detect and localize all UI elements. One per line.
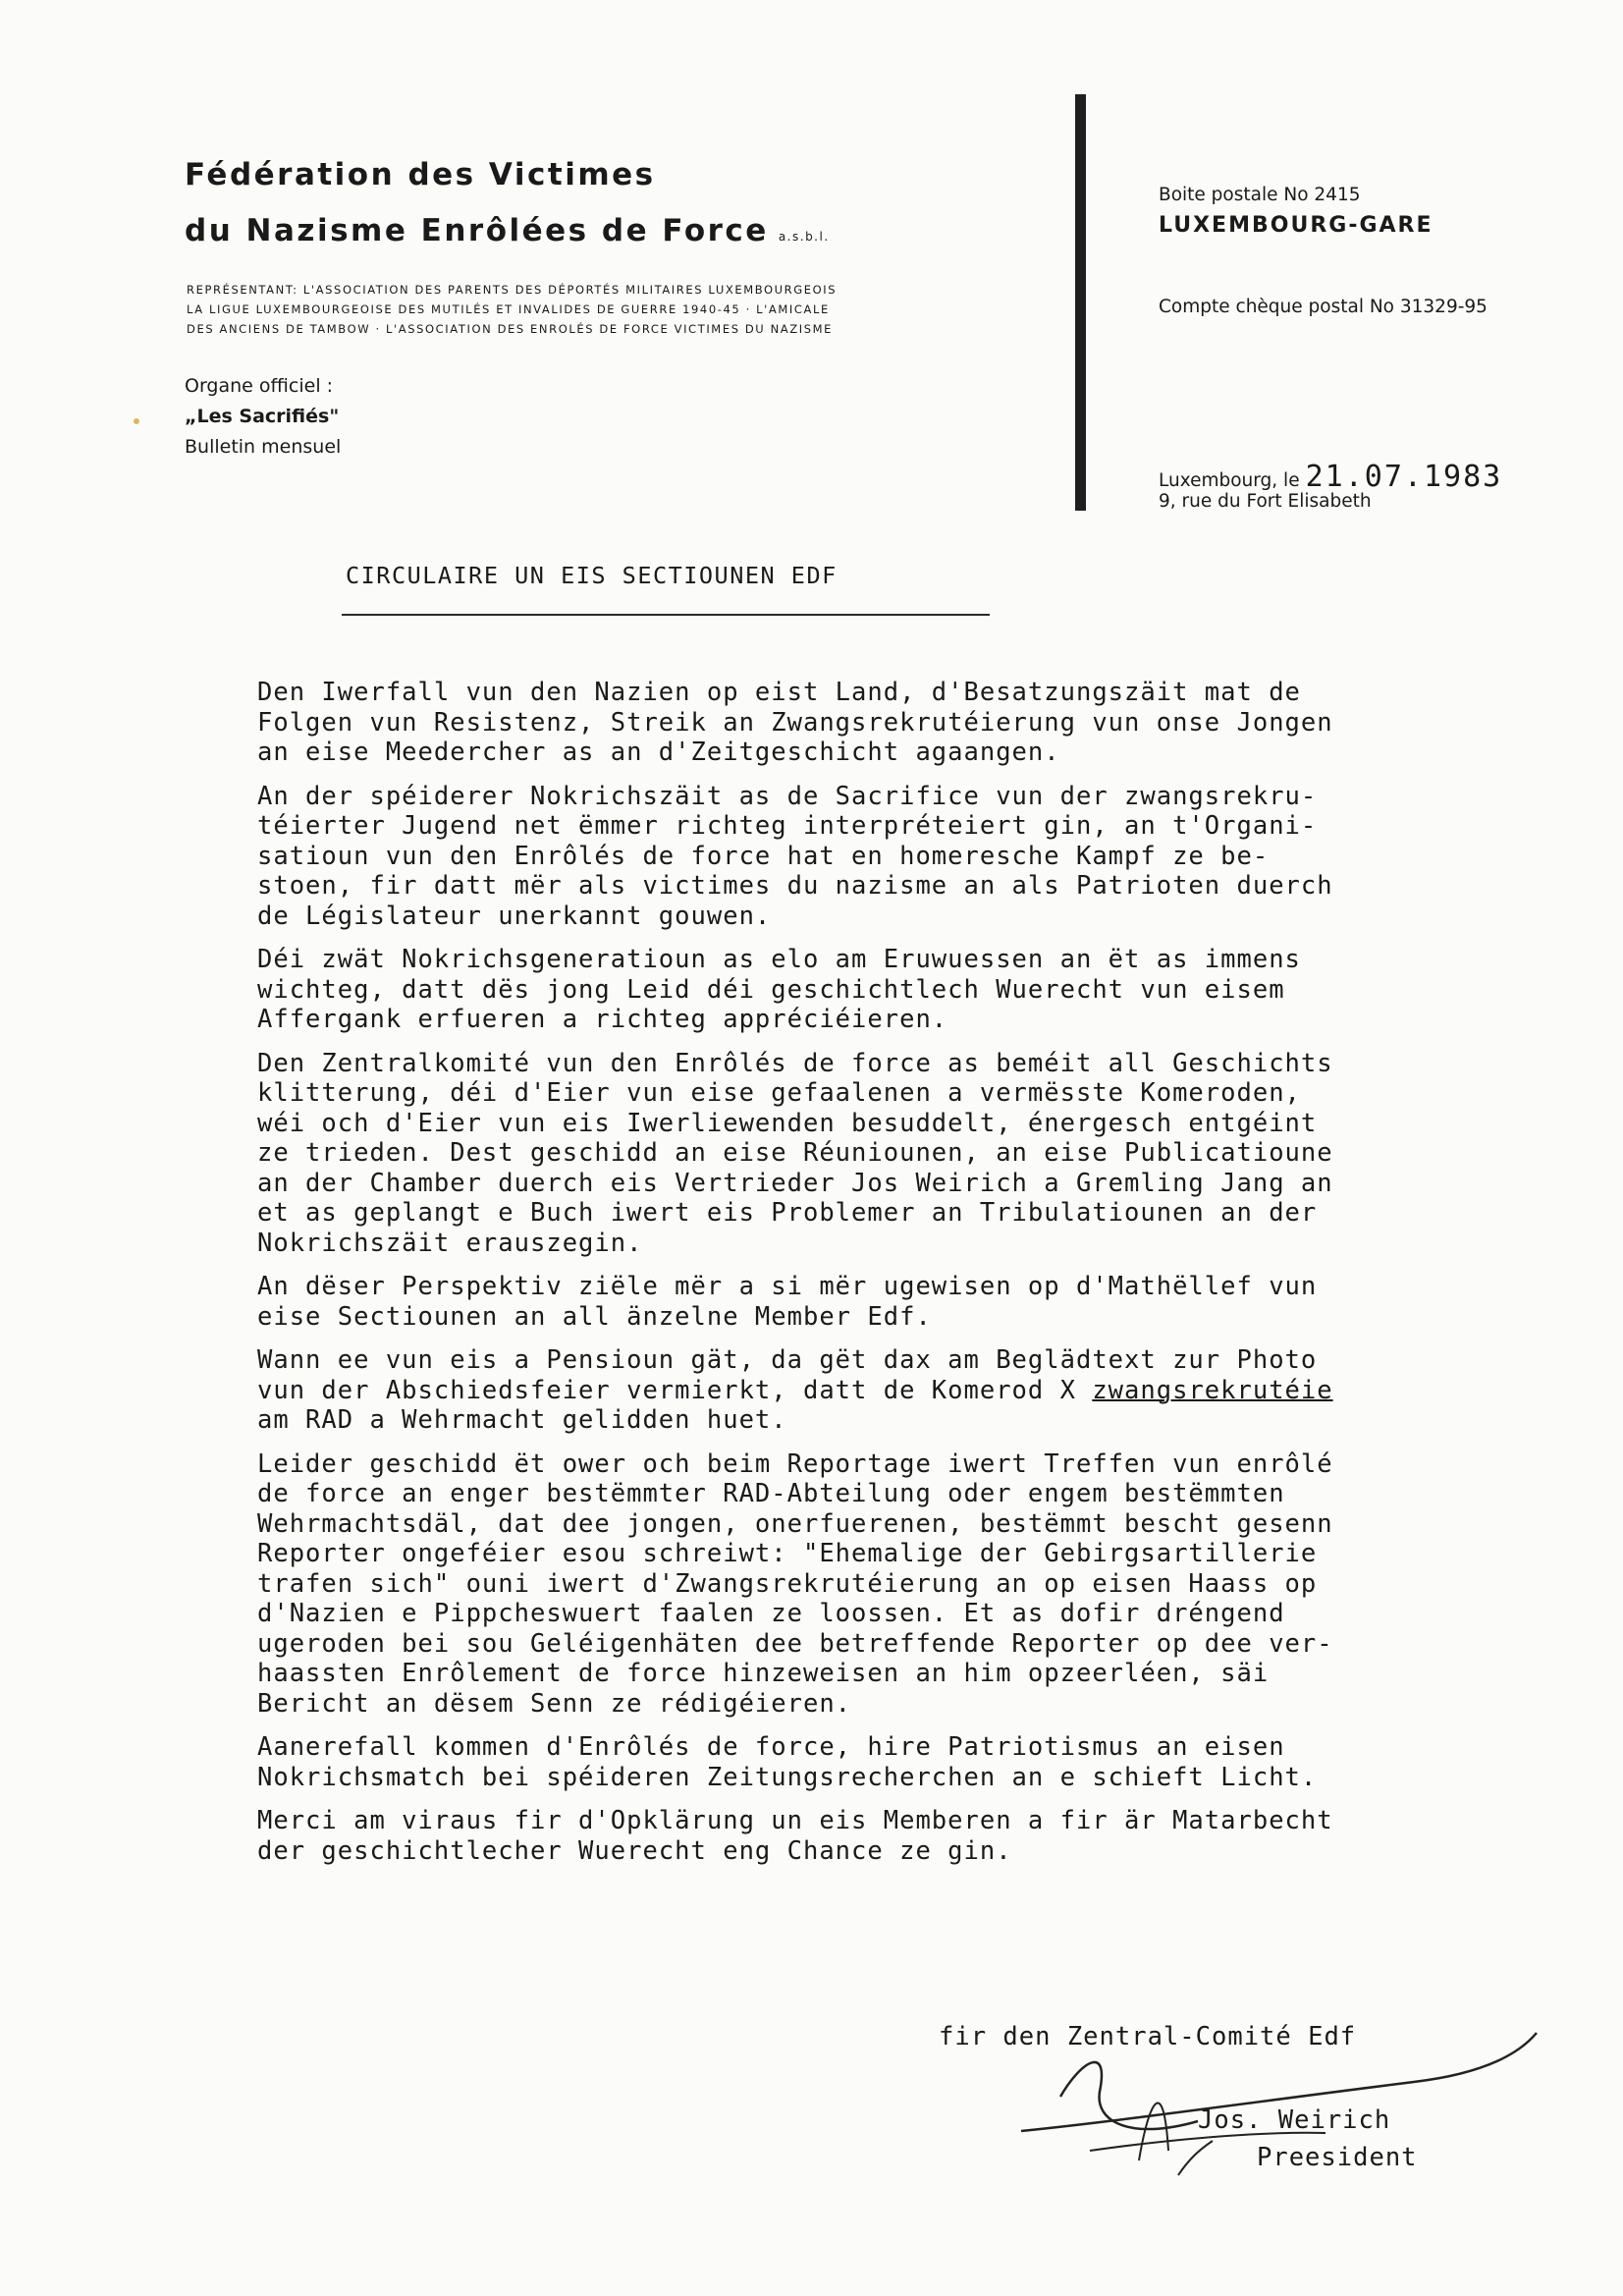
place: Luxembourg, le [1159, 470, 1300, 491]
organ-label: Organe officiel : [185, 375, 334, 397]
official-organ [185, 371, 341, 463]
paragraph-line: An der spéiderer Nokrichszäit as de Sacrifice vun der zwangsrekru- [257, 781, 1318, 811]
paragraph-line: Merci am viraus fir d'Opklärung un eis Memberen a fir är Matarbecht [257, 1806, 1333, 1835]
closing-line: fir den Zentral-Comité Edf [939, 2022, 1357, 2051]
represented-associations [187, 280, 837, 339]
paragraph-line: wichteg, datt dës jong Leid déi geschichtlech Wuerecht vun eisem [257, 974, 1285, 1005]
paragraph-line: Den Zentralkomité vun den Enrôlés de force as beméit all Geschichts [257, 1048, 1333, 1078]
paragraph-line: Aanerefall kommen d'Enrôlés de force, hire Patriotismus an eisen [257, 1732, 1285, 1762]
paragraph-line: Bericht an dësem Senn ze rédigéieren. [257, 1688, 852, 1719]
paragraph-line: vun der Abschiedsfeier vermierkt, datt de Komerod X zwangsrekrutéie [257, 1375, 1333, 1405]
organ-name: „Les Sacrifiés" [185, 406, 340, 427]
signatory-title: Preesident [1257, 2143, 1418, 2172]
paragraph-line: An dëser Perspektiv ziële mër a si mër ugewisen op d'Mathëllef vun [257, 1272, 1318, 1301]
paragraph [257, 782, 1612, 932]
vertical-divider [1075, 94, 1086, 511]
paragraph-line: an der Chamber duerch eis Vertrieder Jos Weirich a Gremling Jang an [257, 1168, 1333, 1198]
po-box: Boite postale No 2415 [1159, 185, 1361, 205]
paragraph-line: Den Iwerfall vun den Nazien op eist Land, d'Besatzungszäit mat de [257, 678, 1301, 707]
paragraph [257, 945, 1612, 1035]
paragraph-line: et as geplangt e Buch iwert eis Problemer an Tribulatiounen an der [257, 1198, 1318, 1228]
postal-address [1159, 185, 1434, 238]
rep-line-3: DES ANCIENS DE TAMBOW · L'ASSOCIATION DES ENROLÉS DE FORCE VICTIMES DU NAZISME [187, 322, 834, 336]
paragraph-line: de force an enger bestëmmter RAD-Abteilung oder engem bestëmmten [257, 1479, 1285, 1508]
paragraph-line: Leider geschidd ët ower och beim Reportage iwert Treffen vun enrôlé [257, 1449, 1333, 1479]
subject-heading: CIRCULAIRE UN EIS SECTIOUNEN EDF [346, 562, 838, 589]
paragraph-line: an eise Meedercher as an d'Zeitgeschicht agaangen. [257, 738, 1060, 767]
paragraph-line: ze trieden. Dest geschidd an eise Réuniounen, an eise Publicatioune [257, 1138, 1333, 1168]
rep-line-1: REPRÉSENTANT: L'ASSOCIATION DES PARENTS DES DÉPORTÉS MILITAIRES LUXEMBOURGEOIS [187, 283, 838, 297]
subject-underline [342, 614, 990, 616]
paragraph-line: stoen, fir datt mër als victimes du nazisme an als Patrioten duerch [257, 871, 1333, 901]
org-line-1: Fédération des Victimes [185, 157, 656, 192]
paragraph-line: satioun vun den Enrôlés de force hat en homeresche Kampf ze be- [257, 841, 1270, 871]
date: 21.07.1983 [1305, 460, 1503, 494]
paragraph-line: wéi och d'Eier vun eis Iwerliewenden besuddelt, énergesch entgéint [257, 1108, 1318, 1138]
paragraph [257, 1732, 1612, 1792]
paragraph-line: Nokrichszäit erauszegin. [257, 1228, 643, 1258]
paragraph [257, 1049, 1612, 1259]
paragraph-line: Nokrichsmatch bei spéideren Zeitungsrecherchen an e schieft Licht. [257, 1762, 1318, 1792]
paragraph-line: eise Sectiounen an all änzelne Member Edf. [257, 1301, 932, 1332]
paragraph-line: Déi zwät Nokrichsgeneratioun as elo am Eruwuessen an ët as immens [257, 945, 1301, 974]
paragraph-line: d'Nazien e Pippcheswuert faalen ze loossen. Et as dofir dréngend [257, 1599, 1285, 1628]
signatory-name: Jos. Weirich [1198, 2105, 1391, 2135]
paragraph-line: Wann ee vun eis a Pensioun gät, da gët dax am Beglädtext zur Photo [257, 1345, 1318, 1375]
paragraph-line: haassten Enrôlement de force hinzeweisen an him opzeerléen, säi [257, 1659, 1270, 1688]
paragraph-line: Folgen vun Resistenz, Streik an Zwangsrekrutéierung vun onse Jongen [257, 707, 1333, 738]
paragraph-line: Affergank erfueren a richteg appréciéieren. [257, 1005, 948, 1034]
ink-dot [134, 418, 139, 424]
paragraph [257, 1449, 1612, 1720]
paragraph [257, 1272, 1612, 1332]
paragraph-line: am RAD a Wehrmacht gelidden huet. [257, 1405, 787, 1435]
organization-name [185, 147, 830, 265]
org-line-2: du Nazisme Enrôlées de Force [185, 213, 769, 248]
letter-body [257, 678, 1612, 1880]
paragraph-line: Wehrmachtsdäl, dat dee jongen, onerfuerenen, bestëmmt bescht gesenn [257, 1508, 1333, 1539]
paragraph [257, 1345, 1612, 1436]
paragraph-line: trafen sich" ouni iwert d'Zwangsrekrutéierung an op eisen Haass op [257, 1568, 1318, 1599]
place-date [1159, 460, 1502, 494]
paragraph [257, 678, 1612, 768]
cheque-account: Compte chèque postal No 31329-95 [1159, 297, 1488, 317]
paragraph-line: Reporter ongeféier esou schreiwt: "Ehemalige der Gebirgsartillerie [257, 1539, 1318, 1568]
paragraph-line: der geschichtlecher Wuerecht eng Chance ze gin. [257, 1835, 1012, 1866]
paragraph-line: de Législateur unerkannt gouwen. [257, 901, 772, 931]
paragraph [257, 1806, 1612, 1866]
paragraph-line: klitterung, déi d'Eier vun eise gefaalenen a vermësste Komeroden, [257, 1078, 1301, 1108]
rep-line-2: LA LIGUE LUXEMBOURGEOISE DES MUTILÉS ET INVALIDES DE GUERRE 1940-45 · L'AMICALE [187, 302, 830, 316]
street-address: 9, rue du Fort Elisabeth [1159, 491, 1372, 512]
paragraph-line: téierter Jugend net ëmmer richteg interpréteiert gin, an t'Organi- [257, 811, 1318, 841]
organ-type: Bulletin mensuel [185, 436, 342, 458]
paragraph-line: ugeroden bei sou Geléigenhäten dee betreffende Reporter op dee ver- [257, 1628, 1333, 1659]
city: LUXEMBOURG-GARE [1159, 213, 1434, 238]
legal-form: a.s.b.l. [778, 230, 830, 244]
